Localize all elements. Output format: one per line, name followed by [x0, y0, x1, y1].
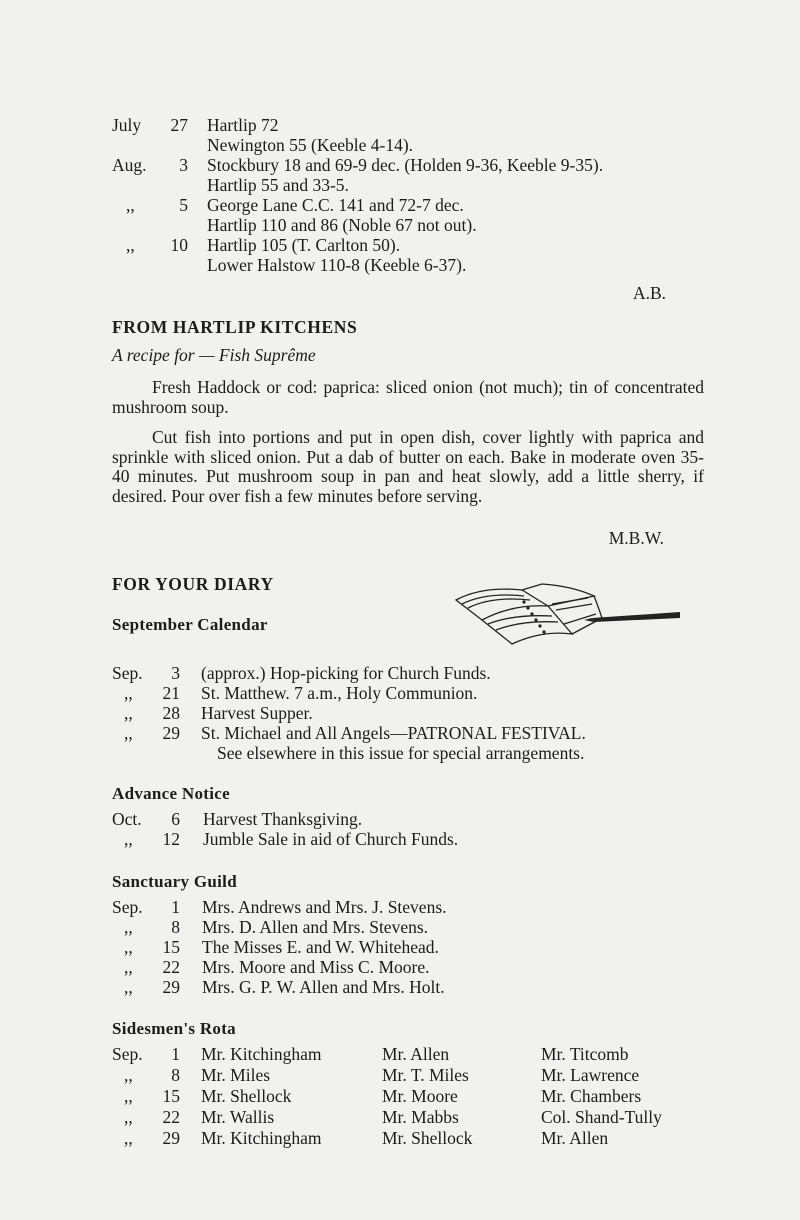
result-row [112, 116, 712, 136]
result-row-continued [112, 136, 712, 156]
rota-row [112, 1066, 732, 1087]
september-calendar [112, 664, 712, 764]
rota-day: 8 [171, 1065, 180, 1085]
result-row-continued [112, 256, 712, 276]
guild-day: 22 [162, 957, 180, 977]
result-day: 27 [170, 115, 188, 135]
result-line: Hartlip 110 and 86 (Noble 67 not out). [207, 215, 477, 235]
result-row [112, 236, 712, 256]
rota-sidesman: Mr. Kitchingham [201, 1128, 322, 1148]
calendar-row [112, 664, 712, 684]
result-line: Stockbury 18 and 69-9 dec. (Holden 9-36, Keeble 9-35). [207, 155, 604, 175]
rota-month: ,, [124, 1065, 133, 1085]
result-month: July [112, 115, 142, 135]
rota-sidesman: Mr. Kitchingham [201, 1044, 322, 1064]
rota-month: Sep. [112, 1044, 143, 1064]
calendar-month: Oct. [112, 809, 142, 829]
calendar-row-continued [112, 744, 712, 764]
result-row [112, 196, 712, 216]
result-month: ,, [126, 235, 135, 255]
result-line: Lower Halstow 110-8 (Keeble 6-37). [207, 255, 467, 275]
rota-month: ,, [124, 1086, 133, 1106]
guild-names: The Misses E. and W. Whitehead. [202, 937, 439, 957]
result-day: 3 [179, 155, 188, 175]
rota-sidesman: Mr. T. Miles [382, 1065, 469, 1085]
rota-row [112, 1087, 732, 1108]
calendar-month: Sep. [112, 663, 143, 683]
cricket-signature: A.B. [632, 283, 666, 303]
rota-sidesman: Mr. Chambers [541, 1086, 642, 1106]
calendar-event: Jumble Sale in aid of Church Funds. [203, 829, 459, 849]
recipe-method: Cut fish into portions and put in open dish, cover lightly with paprica and sprinkle with sliced onion. Put a dab of butter on each. Bake in moderate oven 35-40 minutes. Put mushroom soup in pan and heat slowly, add a little sherry, if desired. Pour over fish a few minutes before serving. [112, 427, 704, 506]
calendar-row [112, 724, 712, 744]
calendar-day: 29 [162, 723, 180, 743]
rota-sidesman: Mr. Shellock [201, 1086, 292, 1106]
kitchens-heading: FROM HARTLIP KITCHENS [112, 317, 358, 337]
guild-names: Mrs. G. P. W. Allen and Mrs. Holt. [202, 977, 445, 997]
rota-sidesman: Col. Shand-Tully [541, 1107, 662, 1127]
calendar-month: ,, [124, 703, 133, 723]
rota-day: 22 [162, 1107, 180, 1127]
sidesmen-rota [112, 1045, 732, 1150]
calendar-row [112, 704, 712, 724]
result-row-continued [112, 176, 712, 196]
result-month: Aug. [112, 155, 147, 175]
rota-month: ,, [124, 1128, 133, 1148]
rota-row [112, 1045, 732, 1066]
guild-row [112, 938, 712, 958]
guild-month: Sep. [112, 897, 143, 917]
recipe-signature: M.B.W. [608, 528, 664, 548]
calendar-day: 3 [171, 663, 180, 683]
guild-month: ,, [124, 977, 133, 997]
calendar-day: 6 [171, 809, 180, 829]
rota-row [112, 1129, 732, 1150]
rota-sidesman: Mr. Miles [201, 1065, 271, 1085]
guild-day: 8 [171, 917, 180, 937]
guild-day: 1 [171, 897, 180, 917]
guild-month: ,, [124, 937, 133, 957]
guild-day: 29 [162, 977, 180, 997]
september-calendar-heading: September Calendar [112, 615, 268, 634]
result-line: Hartlip 105 (T. Carlton 50). [207, 235, 401, 255]
calendar-event: See elsewhere in this issue for special arrangements. [217, 743, 585, 763]
calendar-event: St. Michael and All Angels—PATRONAL FESTIVAL. [201, 723, 586, 743]
calendar-month: ,, [124, 683, 133, 703]
guild-row [112, 898, 712, 918]
calendar-day: 28 [162, 703, 180, 723]
rota-sidesman: Mr. Shellock [382, 1128, 473, 1148]
rota-sidesman: Mr. Allen [541, 1128, 609, 1148]
guild-day: 15 [162, 937, 180, 957]
result-line: Newington 55 (Keeble 4-14). [207, 135, 414, 155]
advance-notice [112, 810, 712, 850]
calendar-row [112, 684, 712, 704]
guild-row [112, 978, 712, 998]
result-line: Hartlip 72 [207, 115, 279, 135]
rota-day: 29 [162, 1128, 180, 1148]
result-day: 5 [179, 195, 188, 215]
result-line: George Lane C.C. 141 and 72-7 dec. [207, 195, 464, 215]
rota-day: 15 [162, 1086, 180, 1106]
rota-sidesman: Mr. Moore [382, 1086, 458, 1106]
recipe-ingredients: Fresh Haddock or cod: paprica: sliced onion (not much); tin of concentrated mushroom soup. [112, 377, 704, 417]
sidesmen-rota-heading: Sidesmen's Rota [112, 1019, 236, 1038]
calendar-month: ,, [124, 829, 133, 849]
rota-row [112, 1108, 732, 1129]
calendar-month: ,, [124, 723, 133, 743]
calendar-event: (approx.) Hop-picking for Church Funds. [201, 663, 491, 683]
diary-heading: FOR YOUR DIARY [112, 574, 274, 594]
guild-month: ,, [124, 957, 133, 977]
rota-day: 1 [171, 1044, 180, 1064]
sanctuary-guild-heading: Sanctuary Guild [112, 872, 237, 891]
result-row [112, 156, 712, 176]
result-row-continued [112, 216, 712, 236]
calendar-row [112, 810, 712, 830]
sanctuary-guild [112, 898, 712, 998]
result-line: Hartlip 55 and 33-5. [207, 175, 349, 195]
guild-month: ,, [124, 917, 133, 937]
rota-sidesman: Mr. Allen [382, 1044, 450, 1064]
rota-month: ,, [124, 1107, 133, 1127]
result-day: 10 [170, 235, 188, 255]
calendar-event: St. Matthew. 7 a.m., Holy Communion. [201, 683, 478, 703]
advance-notice-heading: Advance Notice [112, 784, 230, 803]
rota-sidesman: Mr. Lawrence [541, 1065, 640, 1085]
open-diary-with-pen-icon [452, 578, 684, 650]
rota-sidesman: Mr. Titcomb [541, 1044, 629, 1064]
rota-sidesman: Mr. Mabbs [382, 1107, 459, 1127]
rota-sidesman: Mr. Wallis [201, 1107, 275, 1127]
calendar-day: 21 [162, 683, 180, 703]
guild-row [112, 958, 712, 978]
recipe-subtitle: A recipe for — Fish Suprême [112, 345, 316, 365]
calendar-event: Harvest Thanksgiving. [203, 809, 363, 829]
cricket-results [112, 116, 712, 276]
calendar-row [112, 830, 712, 850]
calendar-day: 12 [162, 829, 180, 849]
calendar-event: Harvest Supper. [201, 703, 313, 723]
guild-row [112, 918, 712, 938]
guild-names: Mrs. Andrews and Mrs. J. Stevens. [202, 897, 447, 917]
result-month: ,, [126, 195, 135, 215]
guild-names: Mrs. D. Allen and Mrs. Stevens. [202, 917, 429, 937]
guild-names: Mrs. Moore and Miss C. Moore. [202, 957, 430, 977]
